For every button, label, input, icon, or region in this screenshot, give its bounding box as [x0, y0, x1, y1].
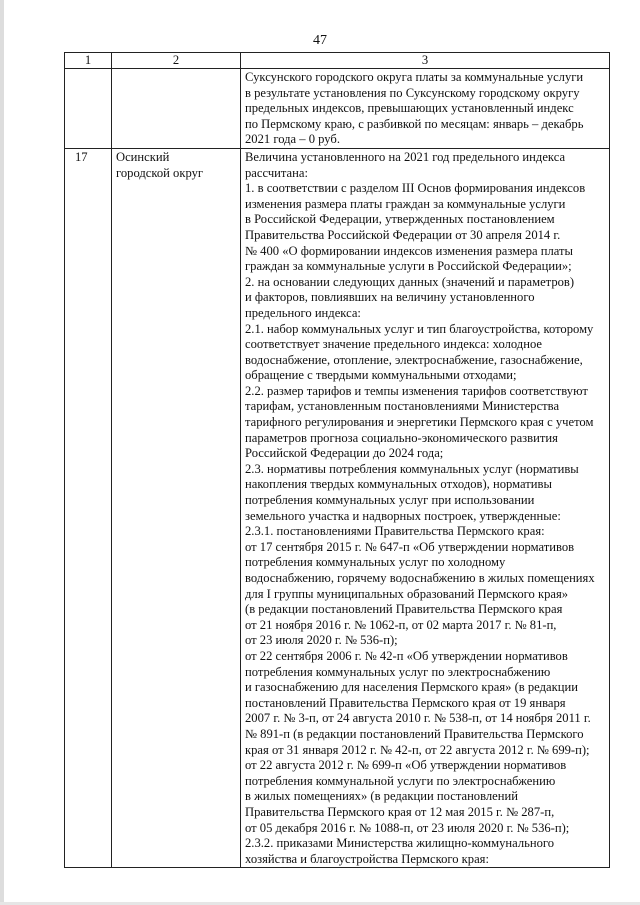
text-line: от 22 сентября 2006 г. № 42-п «Об утверждении нормативов — [245, 648, 568, 663]
text-line: № 400 «О формировании индексов изменения размера платы — [245, 243, 573, 258]
text-line: 2007 г. № 3-п, от 24 августа 2010 г. № 538-п, от 14 ноября 2011 г. — [245, 711, 591, 726]
row-number-cell — [65, 148, 112, 867]
text-line: в результате установления по Суксунскому городскому округу — [245, 85, 580, 100]
text-line: от 23 июля 2020 г. № 536-п); — [245, 633, 398, 648]
text-line: тарифам, установленным постановлениями Министерства — [245, 399, 560, 414]
text-line: водоснабжение, отопление, электроснабжение, газоснабжение, — [245, 352, 583, 367]
text-line: от 05 декабря 2016 г. № 1088-п, от 23 июля 2020 г. № 536-п); — [245, 820, 570, 835]
text-line: от 21 ноября 2016 г. № 1062-п, от 02 марта 2017 г. № 81-п, — [245, 617, 557, 632]
text-line: 2.2. размер тарифов и темпы изменения тарифов соответствуют — [245, 383, 588, 398]
text-line: 2.3.2. приказами Министерства жилищно-коммунального — [245, 836, 555, 851]
text-line: в жилых помещениях» (в редакции постановлений — [245, 789, 518, 804]
district-cell — [112, 69, 241, 149]
text-line: и факторов, повлиявших на величину установленного — [245, 290, 535, 305]
text-line: Российской Федерации до 2024 года; — [245, 446, 444, 461]
text-line: хозяйства и благоустройства Пермского края: — [245, 851, 489, 866]
text-line: 2.3.1. постановлениями Правительства Пермского края: — [245, 524, 545, 539]
text-line: водоснабжению, горячему водоснабжению в жилых помещениях — [245, 571, 595, 585]
text-line: потребления коммунальной услуги по электроснабжению — [245, 773, 556, 788]
text-line: потребления коммунальных услуг при использовании — [245, 493, 535, 508]
scan-edge-left — [0, 0, 4, 905]
text-line: земельного участка и надворных построек, утвержденные: — [245, 508, 561, 523]
text-line: предельных индексов, превышающих установленный индекс — [245, 101, 574, 116]
text-line: от 22 августа 2012 г. № 699-п «Об утверждении нормативов — [245, 758, 567, 773]
row-number-cell — [65, 69, 112, 149]
text-line: и газоснабжению для населения Пермского края» (в редакции — [245, 680, 578, 695]
district-cell — [112, 148, 241, 867]
text-line: Величина установленного на 2021 год предельного индекса — [245, 149, 566, 164]
page-number: 47 — [313, 33, 327, 48]
text-line: 2021 года – 0 руб. — [245, 132, 340, 147]
row-number: 17 — [75, 149, 88, 164]
table-header-row — [65, 53, 610, 69]
text-line: Правительства Российской Федерации от 30 апреля 2014 г. — [245, 227, 561, 242]
text-line: 1. в соответствии с разделом III Основ формирования индексов — [245, 181, 586, 196]
text-line: Правительства Пермского края от 12 мая 2015 г. № 287-п, — [245, 804, 555, 819]
header-col-2: 2 — [112, 53, 241, 69]
table-row-continuation — [65, 69, 610, 149]
text-line: потребления коммунальных услуг по электроснабжению — [245, 664, 551, 679]
text-line: края от 31 января 2012 г. № 42-п, от 22 августа 2012 г. № 699-п); — [245, 742, 590, 757]
text-line: граждан за коммунальные услуги в Российской Федерации»; — [245, 259, 572, 274]
text-line: изменения размера платы граждан за коммунальные услуги — [245, 196, 566, 211]
text-line: для I группы муниципальных образований Пермского края» — [245, 586, 569, 601]
header-col-3: 3 — [241, 53, 610, 69]
text-line: Суксунского городского округа платы за коммунальные услуги — [245, 70, 584, 84]
text-line: Осинский — [116, 149, 170, 164]
text-line: накопления твердых коммунальных отходов), нормативы — [245, 477, 552, 492]
text-line: предельного индекса: — [245, 305, 361, 320]
text-line: рассчитана: — [245, 165, 308, 180]
text-line: (в редакции постановлений Правительства Пермского края — [245, 602, 563, 617]
text-line: потребления коммунальных услуг по холодному — [245, 555, 506, 570]
text-line: соответствует значение предельного индекса: холодное — [245, 337, 542, 352]
text-line: 2.1. набор коммунальных услуг и тип благоустройства, которому — [245, 321, 594, 336]
text-line: параметров прогноза социально-экономического развития — [245, 430, 558, 445]
header-col-1: 1 — [65, 53, 112, 69]
text-line: в Российской Федерации, утвержденных постановлением — [245, 212, 555, 227]
text-line: постановлений Правительства Пермского края от 19 января — [245, 695, 566, 710]
table-row-17 — [65, 148, 610, 867]
text-line: от 17 сентября 2015 г. № 647-п «Об утверждении нормативов — [245, 539, 575, 554]
text-line: № 891-п (в редакции постановлений Правительства Пермского — [245, 726, 584, 741]
text-line: 2.3. нормативы потребления коммунальных услуг (нормативы — [245, 461, 579, 476]
text-line: по Пермскому краю, с разбивкой по месяцам: январь – декабрь — [245, 116, 584, 131]
text-line: городской округ — [116, 165, 204, 180]
description-cell — [241, 69, 610, 149]
text-line: 2. на основании следующих данных (значений и параметров) — [245, 274, 575, 289]
description-cell — [241, 148, 610, 867]
text-line: обращение с твердыми коммунальными отходами; — [245, 368, 517, 383]
document-table — [64, 52, 610, 868]
text-line: тарифного регулирования и энергетики Пермского края с учетом — [245, 415, 594, 430]
